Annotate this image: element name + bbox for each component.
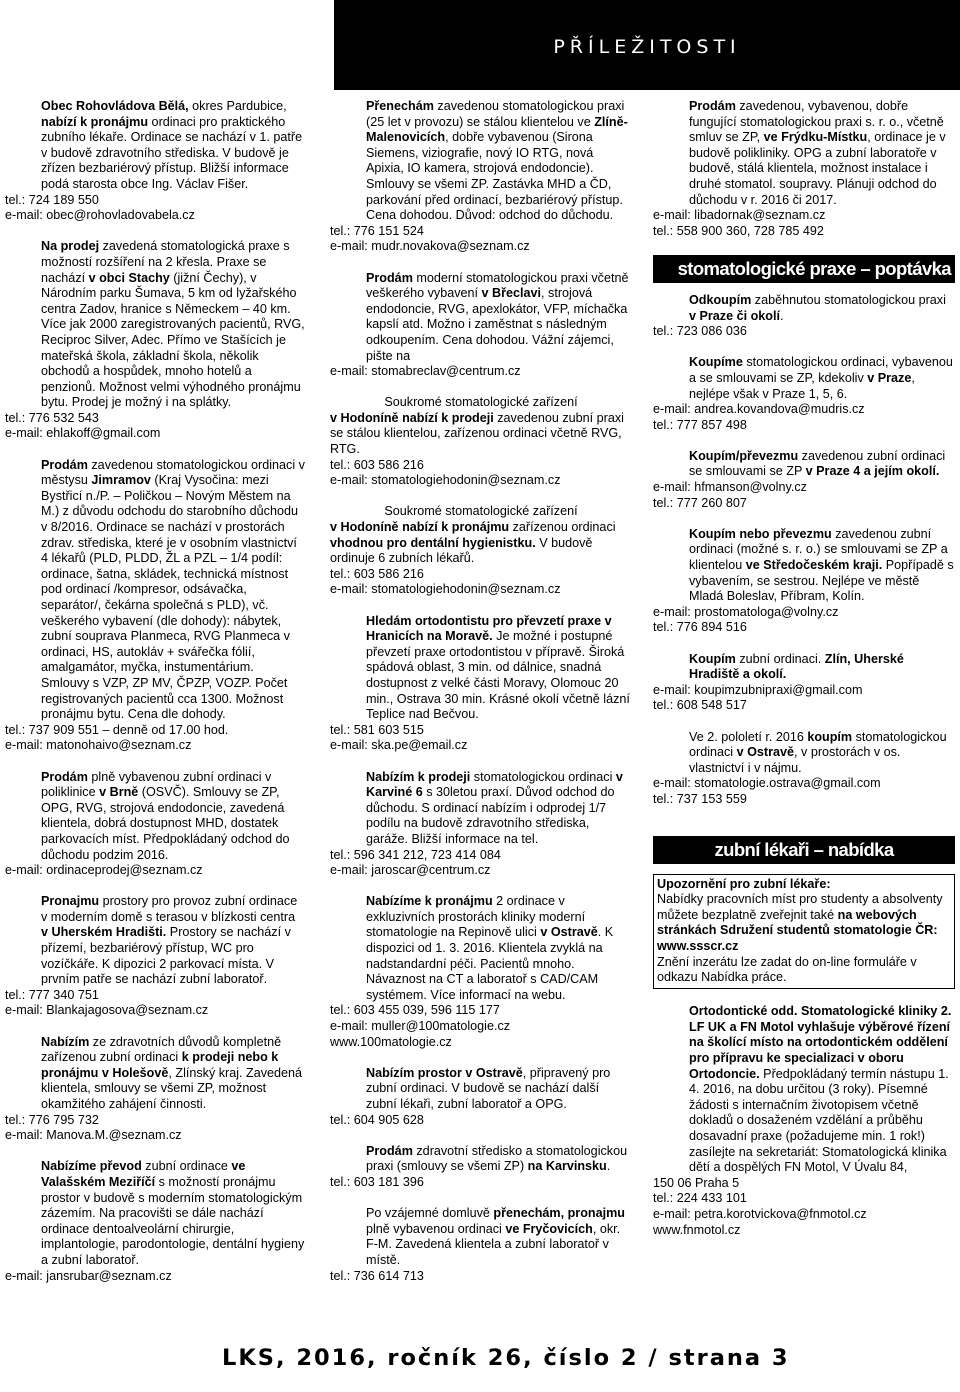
classified-ad: Koupím zubní ordinaci. Zlín, Uherské Hradiště a okolí. e-mail: koupimzubnipraxi@gmail.com tel.: 608 548 517 (653, 652, 955, 714)
ad-email[interactable]: e-mail: Manova.M.@seznam.cz (5, 1128, 182, 1143)
ad-phone: tel.: 737 909 551 – denně od 17.00 hod. (5, 722, 229, 737)
ad-phone: tel.: 736 614 713 (330, 1268, 424, 1283)
ad-email[interactable]: e-mail: mudr.novakova@seznam.cz (330, 239, 530, 254)
ad-phone: tel.: 596 341 212, 723 414 084 (330, 847, 501, 862)
classified-ad: Soukromé stomatologické zařízení v Hodoníně nabízí k prodeji zavedenou zubní praxi se stálou klientelou, zařízenou ordinaci včetně RVG, RTG. tel.: 603 586 216 e-mail: stomatologiehodonin@seznam.cz (330, 395, 632, 489)
ad-phone: tel.: 603 586 216 (330, 457, 424, 472)
ad-phone: tel.: 723 086 036 (653, 324, 747, 339)
classified-ad: Obec Rohovládova Bělá, okres Pardubice, nabízí k pronájmu ordinaci pro praktického zubního lékaře. Ordinace se nachází v 1. patře v budově zdravotního střediska. V budově je zřízen bezbariérový přístup. Bližší informace podá starosta obce Ing. Václav Fišer. tel.: 724 189 550 e-mail: obec@rohovladovabela.cz (5, 99, 305, 224)
ad-phone: tel.: 776 151 524 (330, 223, 424, 238)
column-3 (653, 99, 955, 1254)
ad-email[interactable]: e-mail: matonohaivo@seznam.cz (5, 738, 192, 753)
classified-ad: Prodám moderní stomatologickou praxi včetně veškerého vybavení v Břeclavi, strojová endodoncie, RVG, apexlokátor, VFP, míchačka kapslí atd. Možno i zaměstnat s následným odkoupením. Cena dohodou. Vážní zájemci, pište na e-mail: stomabreclav@centrum.cz (330, 271, 632, 380)
classified-ad: Nabízíme převod zubní ordinace ve Valašském Meziříčí s možností pronájmu prostor v budově s moderním stomatologickým zázemím. Na pracovišti se dále nachází ordinace dentoalveolární chirurgie, implantologie, parodontologie, dentální hygieny a zubní laboratoř. e-mail: jansrubar@seznam.cz (5, 1159, 305, 1283)
ad-email[interactable]: e-mail: petra.korotvickova@fnmotol.cz (653, 1207, 867, 1221)
classified-ad: Po vzájemné domluvě přenechám, pronajmu plně vybavenou ordinaci ve Fryčovicích, okr. F-M. Zavedená klientela a zubní laboratoř v místě. tel.: 736 614 713 (330, 1206, 632, 1284)
classified-ad: Prodám zdravotní středisko a stomatologickou praxi (smlouvy se všemi ZP) na Karvinsku. tel.: 603 181 396 (330, 1144, 632, 1191)
ad-phone: tel.: 603 586 216 (330, 566, 424, 581)
classified-ad: Prodám plně vybavenou zubní ordinaci v poliklinice v Brně (OSVČ). Smlouvy se ZP, OPG, RVG, strojová endodoncie, zavedená klientela, dobrá dostupnost MHD, dostatek parkovacích míst. Předpokládaný odchod do důchodu podzim 2016. e-mail: ordinaceprodej@seznam.cz (5, 770, 305, 879)
ad-phone: tel.: 603 181 396 (330, 1174, 424, 1189)
ad-phone: tel.: 224 433 101 (653, 1191, 747, 1206)
ad-email[interactable]: e-mail: Blankajagosova@seznam.cz (5, 1003, 209, 1018)
ad-website[interactable]: www.100matologie.cz (330, 1034, 452, 1049)
ad-email[interactable]: e-mail: andrea.kovandova@mudris.cz (653, 402, 865, 417)
ad-phone: tel.: 777 340 751 (5, 987, 99, 1002)
banner-title: PŘÍLEŽITOSTI (553, 36, 741, 58)
ad-phone: tel.: 603 455 039, 596 115 177 (330, 1003, 500, 1018)
ad-phone: tel.: 777 260 807 (653, 495, 747, 510)
ad-email[interactable]: e-mail: stomatologiehodonin@seznam.cz (330, 582, 561, 597)
ad-email[interactable]: e-mail: ehlakoff@gmail.com (5, 426, 161, 441)
classified-ad: Prodám zavedenou, vybavenou, dobře fungující stomatologickou praxi s. r. o., včetně smluv se ZP, ve Frýdku-Místku, ordinace je v budově polikliniky. OPG a zubní laboratoře v budově, stálá klientela, možnost instalace i druhé stomatol. soupravy. Plánuji odchod do důchodu v r. 2016 či 2017. e-mail: libadornak@seznam.cz tel.: 558 900 360, 728 785 492 (653, 99, 955, 239)
column-1 (5, 99, 305, 1300)
ad-email[interactable]: e-mail: stomabreclav@centrum.cz (330, 364, 521, 379)
classified-ad: Koupíme stomatologickou ordinaci, vybavenou a se smlouvami se ZP, kdekoliv v Praze, nejlépe však v Praze 1, 5, 6. e-mail: andrea.kovandova@mudris.cz tel.: 777 857 498 (653, 355, 955, 433)
classified-ad: Na prodej zavedená stomatologická praxe s možností rozšíření na 2 křesla. Praxe se nachází v obci Stachy (jižní Čechy), v Národním parku Šumava, 5 km od lyžařského centra Zadov, hranice s Německem – 40 km. Více jak 2000 zaregistrovaných pacientů, RVG, Reciproc Silver, Adec. Přímo ve Stašících je mateřská škola, základní škola, několik obchodů a hospůdek, mnoho hotelů a penzionů. Možnost velmi výhodného pronájmu bytu. Prodej je možný i na splátky. tel.: 776 532 543 e-mail: ehlakoff@gmail.com (5, 239, 305, 441)
classified-ad: Koupím nebo převezmu zavedenou zubní ordinaci (možné s. r. o.) se smlouvami se ZP a klientelou ve Středočeském kraji. Popřípadě s vybavením, se sestrou. Nejlépe ve městě Mladá Boleslav, Příbram, Kolín. e-mail: prostomatologa@volny.cz tel.: 776 894 516 (653, 526, 954, 635)
classified-ad: Nabízím prostor v Ostravě, připravený pro zubní ordinaci. V budově se nachází další zubní lékaři, zubní laboratoř a OPG. tel.: 604 905 628 (330, 1066, 632, 1128)
ad-email[interactable]: e-mail: ordinaceprodej@seznam.cz (5, 863, 203, 878)
column-2 (330, 99, 632, 1300)
ad-email[interactable]: e-mail: prostomatologa@volny.cz (653, 604, 839, 619)
ad-website[interactable]: www.fnmotol.cz (653, 1222, 741, 1237)
section-header-demand: stomatologické praxe – poptávka (653, 255, 955, 283)
ad-email[interactable]: e-mail: jaroscar@centrum.cz (330, 863, 491, 878)
ad-phone: tel.: 776 795 732 (5, 1112, 99, 1127)
section-header-offer: zubní lékaři – nabídka (653, 836, 955, 864)
classified-ad: Prodám zavedenou stomatologickou ordinaci v městysu Jimramov (Kraj Vysočina: mezi Bystřicí n./P. – Poličkou – Novým Městem na M.) z důvodu odchodu do starobního důchodu v 8/2016. Ordinace se nachází v prostorách zdrav. střediska, které je v osobním vlastnictví 4 lékařů (PLD, PLDD, ŽL a PZL – 1/4 podíl: ordinace, šatna, skládek, technická místnost pod ordinací /kompresor, odsávačka, separátor/, čekárna společná s PLD), vč. veškerého vybavení (dle dohody): nábytek, zubní souprava Planmeca, RVG Planmeca v ordinaci, HS, autokláv + svářečka fólií, amalgamátor, myčka, instumentárium. Smlouvy s VZP, ZP MV, ČPZP, VOZP. Počet registrovaných pacientů cca 1300. Možnost pronájmu bytu. Cena dle dohody. tel.: 737 909 551 – denně od 17.00 hod. e-mail: matonohaivo@seznam.cz (5, 457, 305, 753)
page-footer: LKS, 2016, ročník 26, číslo 2 / strana 3 (222, 1345, 790, 1371)
classified-ad: Nabízíme k pronájmu 2 ordinace v exkluzivních prostorách kliniky moderní stomatologie na Repinově ulici v Ostravě. K dispozici od 1. 3. 2016. Klientela zvyklá na nadstandardní péči. Pacientů mnoho. Návaznost na CT a laboratoř s CAD/CAM systémem. Více informací na webu. tel.: 603 455 039, 596 115 177 e-mail: muller@100matologie.cz www.100matologie.cz (330, 894, 632, 1050)
classified-ad: Pronajmu prostory pro provoz zubní ordinace v moderním domě s terasou v blízkosti centra v Uherském Hradišti. Prostory se nachází v přízemí, bezbariérový přístup, WC pro vozíčkáře. K dipozici 2 parkovací místa. V prvním patře se nachází zubní laboratoř. tel.: 777 340 751 e-mail: Blankajagosova@seznam.cz (5, 894, 305, 1019)
classified-ad: Přenechám zavedenou stomatologickou praxi (25 let v provozu) se stálou klientelou ve Zlíně-Malenovicích, dobře vybavenou (Sirona Siemens, viziografie, nový IO RTG, nová Apixia, IO kamera, strojová endodoncie). Smlouvy se všemi ZP. Zastávka MHD a ČD, parkování před ordinací, bezbariérový přístup. Cena dohodou. Důvod: odchod do důchodu. tel.: 776 151 524 e-mail: mudr.novakova@seznam.cz (330, 99, 632, 255)
ad-email[interactable]: e-mail: libadornak@seznam.cz (653, 208, 826, 223)
ad-address: 150 06 Praha 5 (653, 1175, 740, 1190)
ad-phone: tel.: 776 532 543 (5, 410, 99, 425)
ad-phone: tel.: 604 905 628 (330, 1112, 424, 1127)
ad-email[interactable]: e-mail: stomatologiehodonin@seznam.cz (330, 473, 561, 488)
classified-ad: Koupím/převezmu zavedenou zubní ordinaci se smlouvami se ZP v Praze 4 a jejím okolí. e-mail: hfmanson@volny.cz tel.: 777 260 807 (653, 449, 955, 511)
ad-email[interactable]: e-mail: jansrubar@seznam.cz (5, 1268, 172, 1283)
section-banner (334, 0, 960, 90)
ad-phone: tel.: 724 189 550 (5, 192, 99, 207)
ad-email[interactable]: e-mail: ska.pe@email.cz (330, 738, 468, 753)
ad-email[interactable]: e-mail: obec@rohovladovabela.cz (5, 208, 195, 223)
classified-ad: Nabízím k prodeji stomatologickou ordinaci v Karviné 6 s 30letou praxí. Důvod odchod do důchodu. S ordinací nabízím i odprodej 1/7 podílu na budově zdravotního střediska, garáže. Bližší informace na tel. tel.: 596 341 212, 723 414 084 e-mail: jaroscar@centrum.cz (330, 770, 632, 879)
ad-phone: tel.: 608 548 517 (653, 698, 747, 713)
classified-ad: Ve 2. pololetí r. 2016 koupím stomatologickou ordinaci v Ostravě, v prostorách v os. vlastnictví i v nájmu. e-mail: stomatologie.ostrava@gmail.com tel.: 737 153 559 (653, 730, 955, 808)
ad-email[interactable]: e-mail: koupimzubnipraxi@gmail.com (653, 682, 863, 697)
classified-ad: Nabízím ze zdravotních důvodů kompletně zařízenou zubní ordinaci k prodeji nebo k pronájmu v Holešově, Zlínský kraj. Zavedená klientela, smlouvy se všemi ZP, možnost okamžitého zahájení činnosti. tel.: 776 795 732 e-mail: Manova.M.@seznam.cz (5, 1035, 305, 1144)
ad-phone: tel.: 558 900 360, 728 785 492 (653, 223, 824, 238)
ad-phone: tel.: 737 153 559 (653, 791, 747, 806)
ad-email[interactable]: e-mail: stomatologie.ostrava@gmail.com (653, 776, 881, 791)
ad-phone: tel.: 581 603 515 (330, 722, 424, 737)
classified-ad: Soukromé stomatologické zařízení v Hodoníně nabízí k pronájmu zařízenou ordinaci vhodnou pro dentální hygienistku. V budově ordinuje 6 zubních lékařů. tel.: 603 586 216 e-mail: stomatologiehodonin@seznam.cz (330, 504, 632, 598)
classified-ad: Odkoupím zaběhnutou stomatologickou praxi v Praze či okolí. tel.: 723 086 036 (653, 293, 955, 340)
ad-email[interactable]: e-mail: muller@100matologie.cz (330, 1019, 511, 1034)
classified-ad: Ortodontické odd. Stomatologické kliniky 2. LF UK a FN Motol vyhlašuje výběrové řízení na školící místo na ortodontickém oddělení pro přípravu ke specializaci v oboru Ortodoncie. Předpokládaný termín nástupu 1. 4. 2016, na dobu určitou (3 roky). Písemné žádosti s internačním životopisem včetně dokladů o dosaženém vzdělání a průběhu dosavadní praxe (požadujeme min. 1 rok!) zasílejte na sekretariát: Stomatologická klinika dětí a dospělých FN Motol, V Úvalu 84, 150 06 Praha 5 tel.: 224 433 101 e-mail: petra.korotvickova@fnmotol.cz www.fnmotol.cz (653, 1004, 955, 1238)
ad-email[interactable]: e-mail: hfmanson@volny.cz (653, 480, 807, 495)
classified-ad: Hledám ortodontistu pro převzetí praxe v Hranicích na Moravě. Je možné i postupné převzetí praxe ortodontistou v přípravě. Široká spádová oblast, 3 min. od dálnice, snadná dostupnost z velké části Moravy, Olomouc 20 min., Ostrava 30 min. Krásné okolí včetně lázní Teplice nad Bečvou. tel.: 581 603 515 e-mail: ska.pe@email.cz (330, 614, 632, 754)
ad-phone: tel.: 776 894 516 (653, 620, 747, 635)
notice-box: Upozornění pro zubní lékaře: Nabídky pracovních míst pro studenty a absolventy můžete bezplatně zveřejnit také na webových stránkách Sdružení studentů stomatologie ČR: www.sssсr.cz Znění inzerátu lze zadat do on-line formuláře v odkazu Nabídka práce. (653, 874, 955, 989)
ad-phone: tel.: 777 857 498 (653, 417, 747, 432)
